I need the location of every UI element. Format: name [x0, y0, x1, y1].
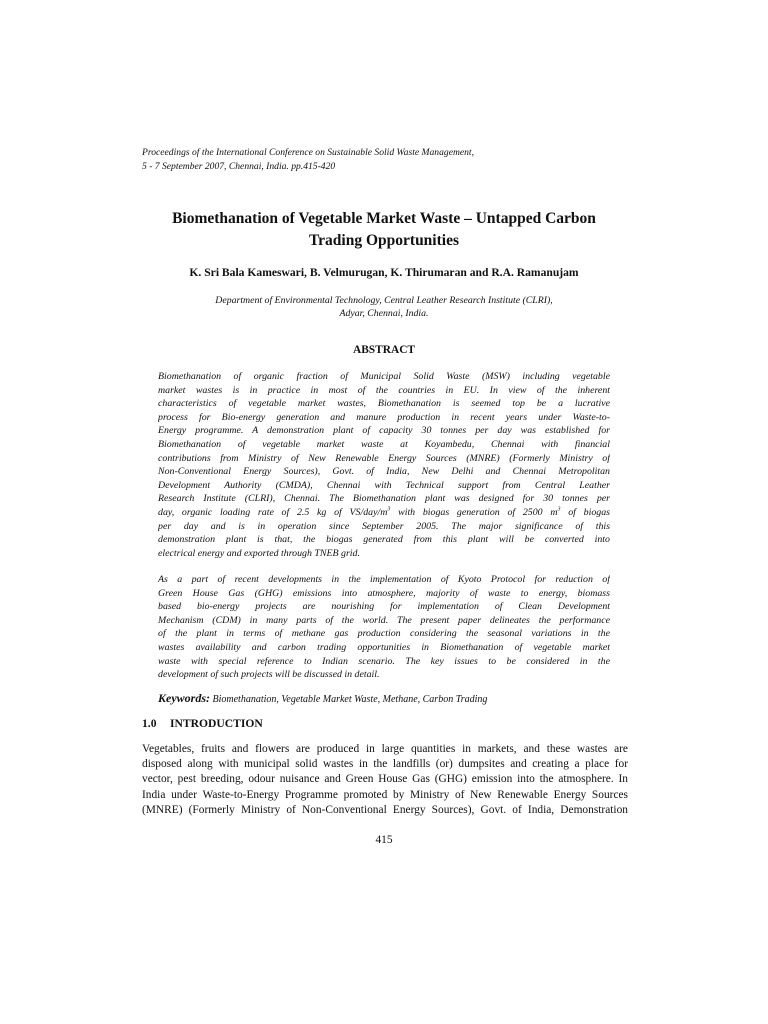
abstract-line: demonstration plant is that, the biogas generated from this plant will be converted into: [158, 534, 610, 546]
abstract-line: As a part of recent developments in the implementation of Kyoto Protocol for reduction of: [158, 574, 610, 585]
affiliation: [120, 294, 648, 320]
abstract-line: Green House Gas (GHG) emissions into atmosphere, majority of waste to energy, biomass: [158, 587, 610, 599]
abstract-line: Biomethanation of organic fraction of Municipal Solid Waste (MSW) including vegetable: [158, 371, 610, 382]
proceedings-line-1: Proceedings of the International Conference on Sustainable Solid Waste Management,: [142, 147, 474, 158]
abstract-line: market wastes is in practice in most of the countries in EU. In view of the inherent: [158, 384, 610, 396]
abstract-line: contributions from Ministry of New Renewable Energy Sources (MNRE) (Formerly Ministry of: [158, 452, 610, 464]
paper-title: [120, 208, 648, 252]
abstract-text: day, organic loading rate of 2.5 kg of VS/day/m: [158, 506, 388, 518]
abstract-line: process for Bio-energy generation and manure production in recent years under Waste-to-: [158, 411, 610, 423]
abstract-line: of the plant in terms of methane gas production considering the seasonal variations in the: [158, 628, 610, 640]
abstract-line-with-units: [158, 506, 610, 520]
abstract-line: Development Authority (CMDA), Chennai with Technical support from Central Leather: [158, 479, 610, 491]
superscript: 3: [557, 506, 561, 513]
abstract-line: characteristics of vegetable market wastes, Biomethanation is seemed top be a lucrative: [158, 398, 610, 410]
abstract-line: electrical energy and exported through TNEB grid.: [158, 547, 360, 559]
abstract-heading: ABSTRACT: [352, 344, 416, 356]
abstract-line: Research Institute (CLRI), Chennai. The Biomethanation plant was designed for 30 tonnes per: [158, 493, 610, 505]
keywords: [158, 691, 628, 707]
keywords-label: Keywords:: [158, 691, 210, 705]
proceedings-line-2: 5 - 7 September 2007, Chennai, India. pp.415-420: [142, 161, 336, 172]
section-title: INTRODUCTION: [170, 717, 263, 730]
abstract-paragraph-2: [158, 573, 610, 682]
abstract-line: Biomethanation of vegetable market waste at Koyambedu, Chennai with financial: [158, 438, 610, 450]
abstract-line: based bio-energy projects are nourishing for implementation of Clean Development: [158, 601, 610, 613]
abstract-line: per day and is in operation since September 2005. The major significance of this: [158, 520, 610, 532]
author-list: K. Sri Bala Kameswari, B. Velmurugan, K. Thirumaran and R.A. Ramanujam: [189, 266, 579, 279]
abstract-line: Mechanism (CDM) in many parts of the world. The present paper delineates the performance: [158, 614, 610, 626]
abstract-line: wastes availability and carbon trading opportunities in Biomethanation of vegetable market: [158, 641, 610, 653]
paper-title-line-1: Biomethanation of Vegetable Market Waste – Untapped Carbon: [172, 210, 596, 227]
introduction-paragraph: [142, 742, 628, 818]
abstract-line: development of such projects will be discussed in detail.: [158, 669, 380, 681]
superscript: 3: [387, 506, 391, 513]
body-line: (MNRE) (Formerly Ministry of Non-Conventional Energy Sources), Govt. of India, Demonstration: [142, 803, 628, 816]
abstract-line: Non-Conventional Energy Sources), Govt. of India, New Delhi and Chennai Metropolitan: [158, 466, 610, 478]
section-number: 1.0: [142, 717, 157, 730]
keywords-text: Biomethanation, Vegetable Market Waste, Methane, Carbon Trading: [210, 694, 488, 705]
page-number: 415: [375, 834, 393, 846]
abstract-line: Energy programme. A demonstration plant of capacity 30 tonnes per day was established for: [158, 425, 610, 437]
body-line: India under Waste-to-Energy Programme promoted by Ministry of New Renewable Energy Sources: [142, 788, 628, 801]
proceedings-header: [142, 146, 642, 174]
body-line: Vegetables, fruits and flowers are produced in large quantities in markets, and these wastes are: [142, 743, 628, 755]
section-heading: [142, 717, 263, 731]
body-line: disposed along with municipal solid wastes in the landfills (or) dumpsites and creating a place for: [142, 758, 628, 771]
affiliation-line-2: Adyar, Chennai, India.: [339, 308, 429, 319]
abstract-text: with biogas generation of 2500 m: [390, 506, 558, 518]
paper-title-line-2: Trading Opportunities: [308, 232, 459, 249]
body-line: vector, pest breeding, odour nuisance and Green House Gas (GHG) emission into the atmosphere. In: [142, 773, 628, 786]
abstract-text: of biogas: [560, 506, 610, 518]
abstract-line: waste with special reference to Indian scenario. The key issues to be considered in the: [158, 655, 610, 667]
affiliation-line-1: Department of Environmental Technology, Central Leather Research Institute (CLRI),: [215, 295, 553, 306]
abstract-paragraph-1: [158, 370, 610, 560]
